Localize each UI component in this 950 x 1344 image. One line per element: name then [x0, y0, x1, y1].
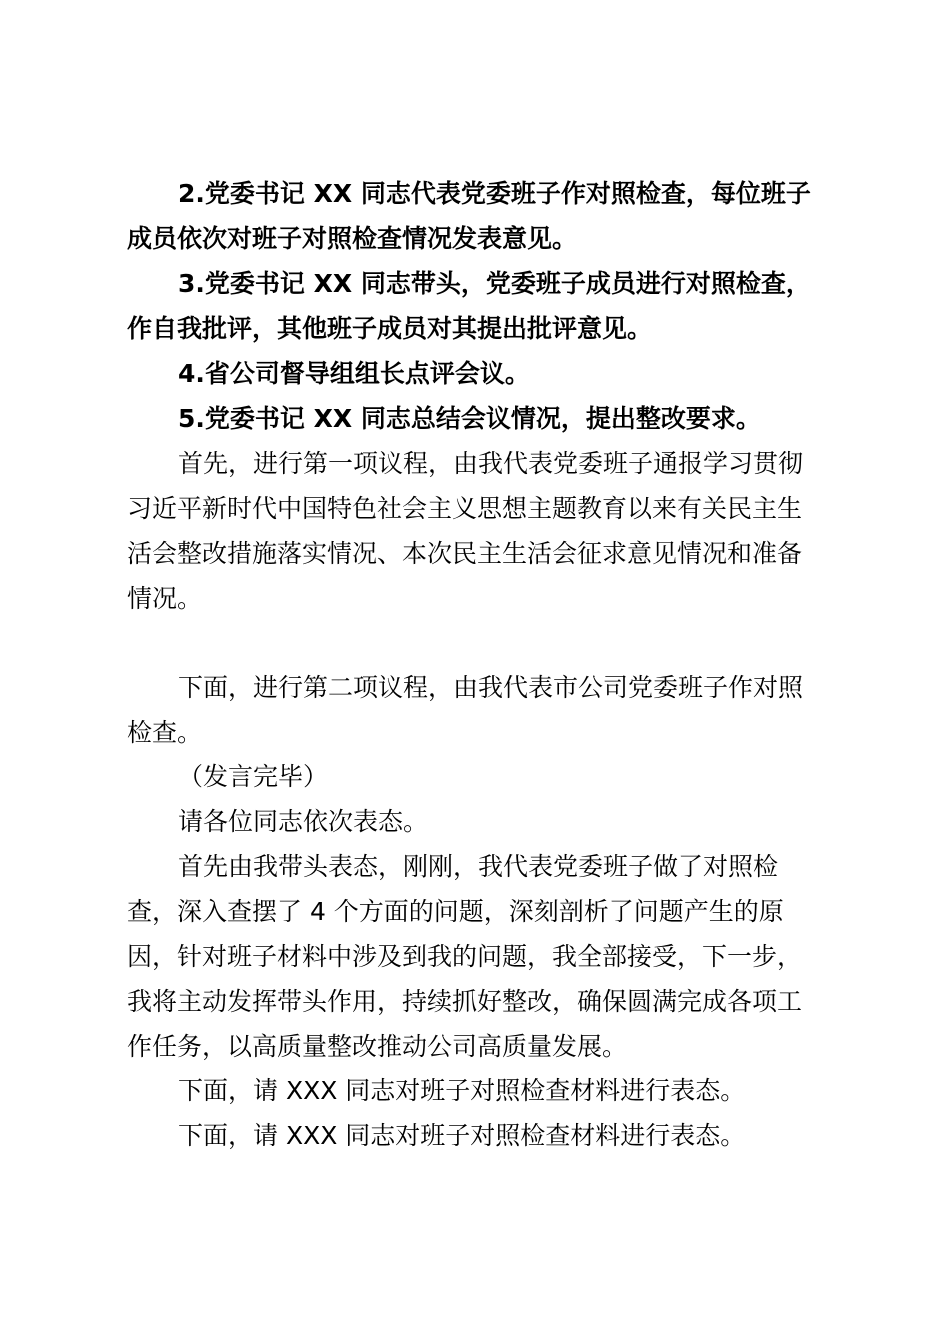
paragraph-agenda-one-line-2: 习近平新时代中国特色社会主义思想主题教育以来有关民主生	[127, 494, 803, 523]
paragraph-next-statement-2: 下面，请 XXX 同志对班子对照检查材料进行表态。	[178, 1121, 746, 1150]
paragraph-speech-finished: （发言完毕）	[178, 762, 329, 791]
paragraph-my-statement-line-3: 因，针对班子材料中涉及到我的问题，我全部接受，下一步，	[127, 942, 803, 971]
paragraph-my-statement-line-1: 首先由我带头表态，刚刚，我代表党委班子做了对照检	[178, 852, 779, 881]
paragraph-next-statement-1: 下面，请 XXX 同志对班子对照检查材料进行表态。	[178, 1076, 746, 1105]
paragraph-agenda-two-line-1: 下面，进行第二项议程，由我代表市公司党委班子作对照	[178, 673, 804, 702]
agenda-item-2-line-2: 成员依次对班子对照检查情况发表意见。	[127, 224, 578, 253]
paragraph-agenda-two-line-2: 检查。	[127, 718, 203, 747]
paragraph-agenda-one-line-1: 首先，进行第一项议程，由我代表党委班子通报学习贯彻	[178, 449, 804, 478]
agenda-item-2-line-1: 2.党委书记 XX 同志代表党委班子作对照检查，每位班子	[178, 179, 811, 208]
agenda-item-5: 5.党委书记 XX 同志总结会议情况，提出整改要求。	[178, 404, 761, 433]
paragraph-agenda-one-line-4: 情况。	[127, 584, 203, 613]
agenda-item-3-line-1: 3.党委书记 XX 同志带头，党委班子成员进行对照检查，	[178, 269, 811, 298]
paragraph-my-statement-line-4: 我将主动发挥带头作用，持续抓好整改，确保圆满完成各项工	[127, 987, 803, 1016]
paragraph-my-statement-line-2: 查，深入查摆了 4 个方面的问题，深刻剖析了问题产生的原	[127, 897, 784, 926]
paragraph-invite-statements: 请各位同志依次表态。	[178, 807, 429, 836]
paragraph-agenda-one-line-3: 活会整改措施落实情况、本次民主生活会征求意见情况和准备	[127, 539, 803, 568]
paragraph-my-statement-line-5: 作任务，以高质量整改推动公司高质量发展。	[127, 1032, 628, 1061]
agenda-item-4: 4.省公司督导组组长点评会议。	[178, 359, 530, 388]
agenda-item-3-line-2: 作自我批评，其他班子成员对其提出批评意见。	[127, 314, 653, 343]
